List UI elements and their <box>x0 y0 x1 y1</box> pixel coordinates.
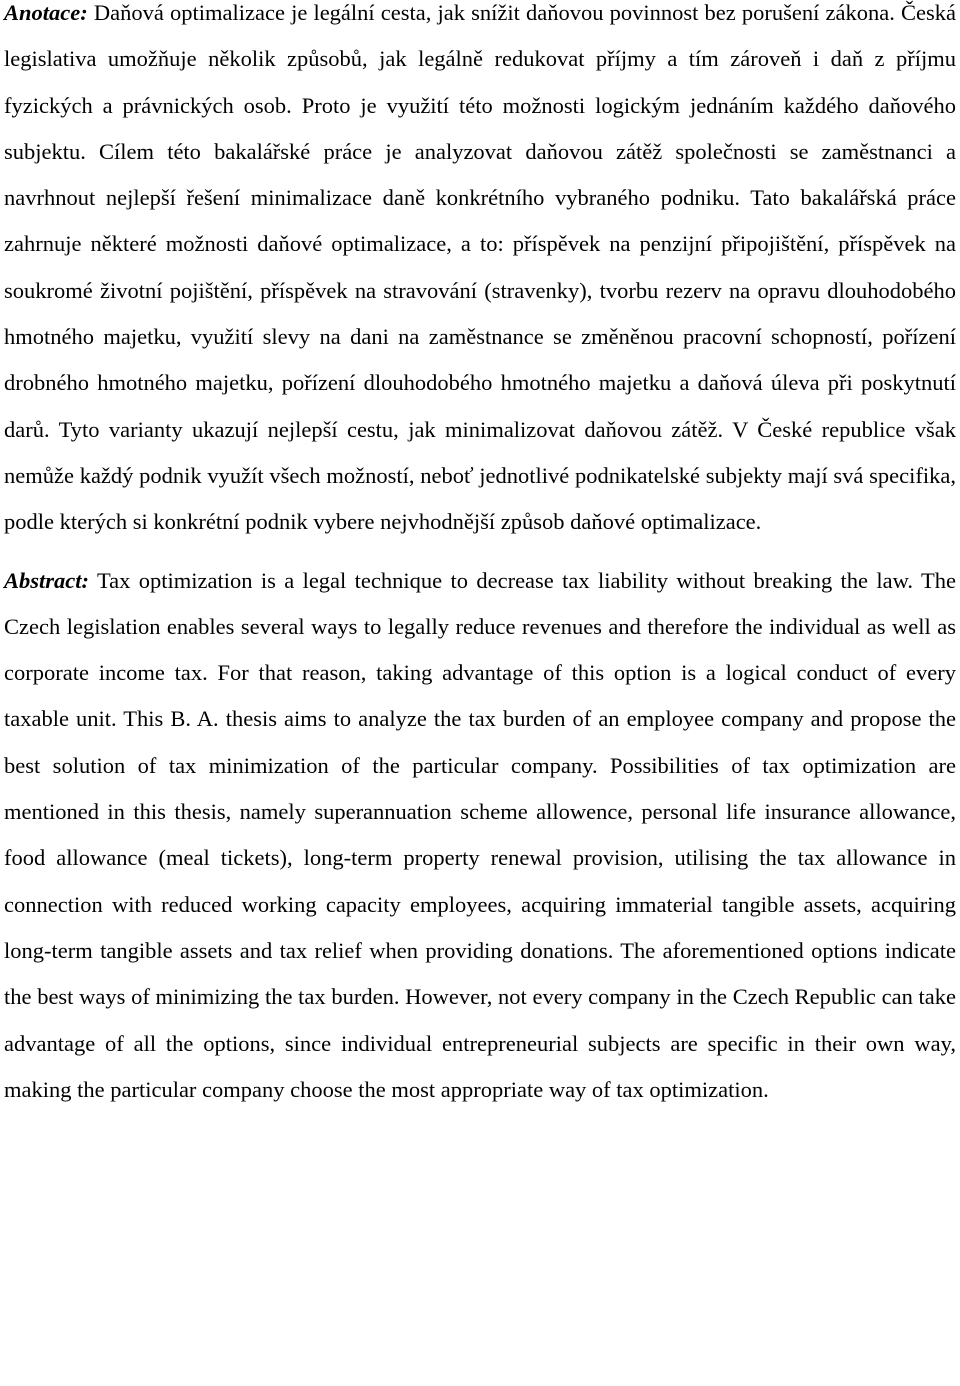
document-page <box>4 0 956 1386</box>
anotace-label: Anotace: <box>4 0 88 25</box>
abstract-text: Tax optimization is a legal technique to decrease tax liability without breaking the law. The Czech legislation enables several ways to legally reduce revenues and therefore the individual as well as corporate income tax. For that reason, taking advantage of this option is a logical conduct of every taxable unit. This B. A. thesis aims to analyze the tax burden of an employee company and propose the best solution of tax minimization of the particular company. Possibilities of tax optimization are mentioned in this thesis, namely superannuation scheme allowence, personal life insurance allowance, food allowance (meal tickets), long-term property renewal provision, utilising the tax allowance in connection with reduced working capacity employees, acquiring immaterial tangible assets, acquiring long-term tangible assets and tax relief when providing donations. The aforementioned options indicate the best ways of minimizing the tax burden. However, not every company in the Czech Republic can take advantage of all the options, since individual entrepreneurial subjects are specific in their own way, making the particular company choose the most appropriate way of tax optimization. <box>4 567 956 1102</box>
abstract-label: Abstract: <box>4 567 90 593</box>
anotace-text: Daňová optimalizace je legální cesta, jak snížit daňovou povinnost bez porušení zákona. Česká legislativa umožňuje několik způsobů, jak legálně redukovat příjmy a tím zároveň i daň z příjmu fyzických a právnických osob. Proto je využití této možnosti logickým jednáním každého daňového subjektu. Cílem této bakalářské práce je analyzovat daňovou zátěž společnosti se zaměstnanci a navrhnout nejlepší řešení minimalizace daně konkrétního vybraného podniku. Tato bakalářská práce zahrnuje některé možnosti daňové optimalizace, a to: příspěvek na penzijní připojištění, příspěvek na soukromé životní pojištění, příspěvek na stravování (stravenky), tvorbu rezerv na opravu dlouhodobého hmotného majetku, využití slevy na dani na zaměstnance se změněnou pracovní schopností, pořízení drobného hmotného majetku, pořízení dlouhodobého hmotného majetku a daňová úleva při poskytnutí darů. Tyto varianty ukazují nejlepší cestu, jak minimalizovat daňovou zátěž. V České republice však nemůže každý podnik využít všech možností, neboť jednotlivé podnikatelské subjekty mají svá specifika, podle kterých si konkrétní podnik vybere nejvhodnější způsob daňové optimalizace. <box>4 0 956 535</box>
anotace-paragraph <box>4 0 956 546</box>
abstract-paragraph <box>4 558 956 1114</box>
